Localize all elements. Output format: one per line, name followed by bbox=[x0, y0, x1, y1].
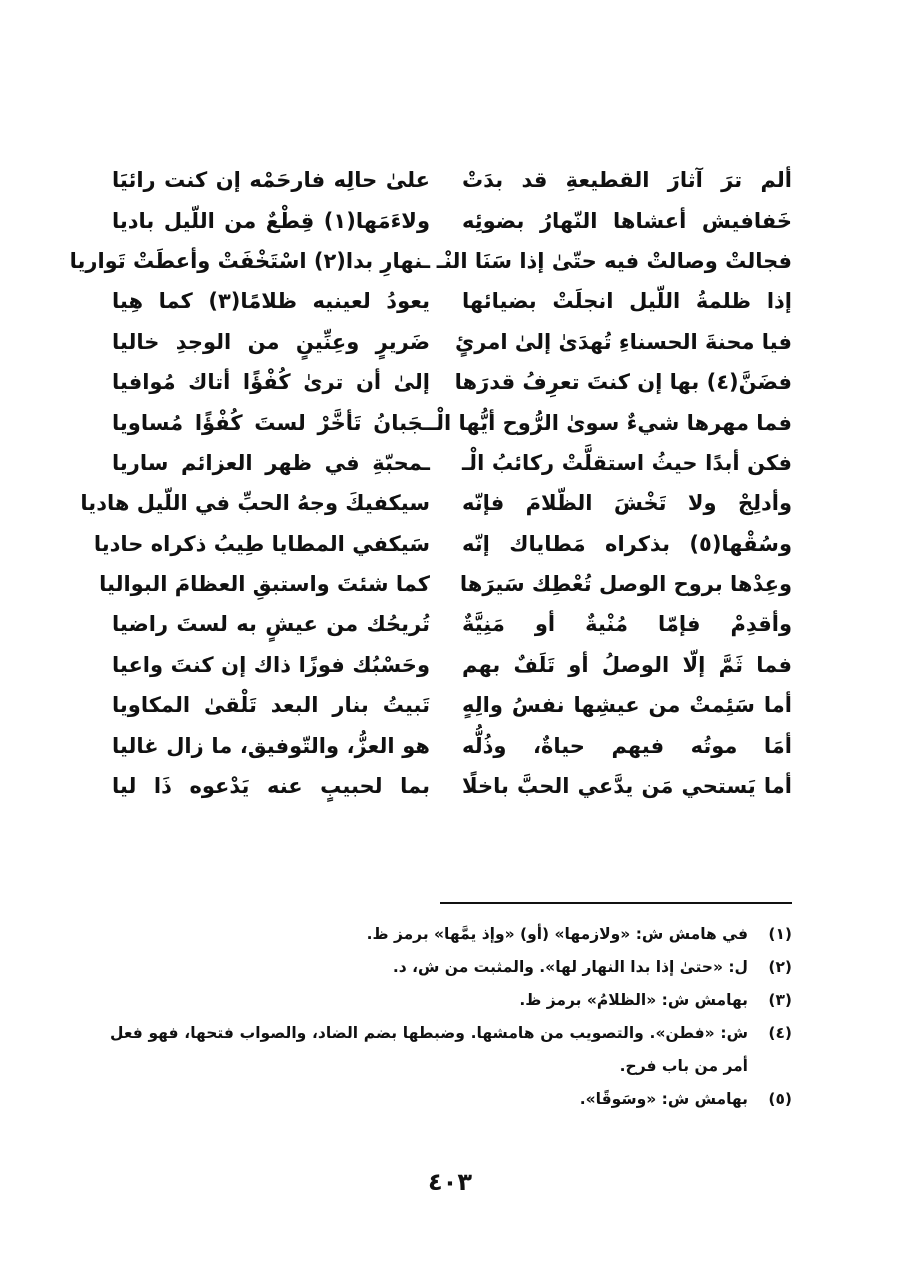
first-hemistich: فما ثَمَّ إلّا الوصلُ أو تَلَفٌ بهم bbox=[462, 652, 792, 677]
verse-line bbox=[112, 160, 792, 200]
verse-line bbox=[69, 241, 792, 281]
second-hemistich: علىٰ حالِه فارحَمْه إن كنت رائيَا bbox=[112, 168, 430, 193]
first-hemistich: وأقدِمْ فإمّا مُنْيةٌ أو مَنِيَّةٌ bbox=[462, 612, 792, 637]
first-hemistich: أمَا موتُه فيهم حياةٌ، وذُلُّه bbox=[462, 733, 792, 758]
second-hemistich: سَيكفي المطايا طِيبُ ذكراه حاديا bbox=[93, 531, 430, 556]
footnote bbox=[110, 951, 792, 984]
footnote-number: (٤) bbox=[768, 1024, 792, 1042]
first-hemistich: فضَنَّ(٤) بها إن كنتَ تعرِفُ قدرَها bbox=[454, 370, 792, 395]
verse-line bbox=[112, 402, 792, 442]
second-hemistich: تُريحُك من عيشٍ به لستَ راضيا bbox=[112, 612, 430, 637]
footnote-text: ل: «حتىٰ إذا بدا النهار لها». والمثبت من ش، د. bbox=[392, 958, 748, 976]
footnote-number: (٢) bbox=[768, 958, 792, 976]
verse-line bbox=[112, 766, 792, 806]
footnote-text: بهامش ش: «الظلامُ» برمز ظ. bbox=[519, 991, 748, 1009]
second-hemistich: وحَسْبُك فوزًا ذاك إن كنتَ واعيا bbox=[112, 652, 430, 677]
footnotes bbox=[110, 918, 792, 1116]
second-hemistich: ولاءَمَها(١) قِطْعٌ من اللّيل باديا bbox=[112, 208, 430, 233]
verse-line bbox=[112, 685, 792, 725]
first-hemistich: ألم ترَ آثارَ القطيعةِ قد بدَتْ bbox=[462, 168, 792, 193]
second-hemistich: يعودُ لعينيه ظلامًا(٣) كما هِيا bbox=[112, 289, 430, 314]
verse-line bbox=[112, 281, 792, 321]
first-hemistich: وأدلِجْ ولا تَخْشَ الظّلامَ فإنّه bbox=[462, 491, 792, 516]
footnote-text: ش: «فطن». والتصويب من هامشها. وضبطها بضم الضاد، والصواب فتحها، فهو فعل أمر من باب فرح. bbox=[110, 1024, 748, 1075]
first-hemistich: خَفافيش أعشاها النّهارُ بضوئِه bbox=[462, 208, 792, 233]
second-hemistich: سيكفيكَ وجهُ الحبِّ في اللّيل هاديا bbox=[80, 491, 430, 516]
poem bbox=[69, 160, 792, 806]
verse-line bbox=[112, 725, 792, 765]
first-hemistich: وعِدْها بروح الوصل تُعْطِك سَيرَها bbox=[459, 572, 792, 597]
verse-line bbox=[93, 524, 792, 564]
verse-line bbox=[80, 483, 792, 523]
footnote-number: (٣) bbox=[768, 991, 792, 1009]
footnote bbox=[110, 984, 792, 1017]
second-hemistich: ضَريرٍ وعِنِّينٍ من الوجدِ خاليا bbox=[112, 329, 430, 354]
verse-line bbox=[112, 604, 792, 644]
footnote-number: (٥) bbox=[768, 1090, 792, 1108]
second-hemistich: تَبيتُ بنار البعد تَلْقىٰ المكاويا bbox=[112, 693, 430, 718]
verse-line bbox=[112, 645, 792, 685]
first-hemistich: فما مهرها شيءٌ سوىٰ الرُّوح أيُّها الْـ bbox=[428, 410, 792, 435]
footnote-text: بهامش ش: «وسَوقًا». bbox=[579, 1090, 748, 1108]
second-hemistich: ـمحبّةِ في ظهر العزائم ساريا bbox=[112, 450, 430, 475]
verse-line bbox=[112, 322, 792, 362]
first-hemistich: وسُقْها(٥) بذكراه مَطاياك إنّه bbox=[462, 531, 792, 556]
second-hemistich: كما شئتَ واستبقِ العظامَ البواليا bbox=[99, 572, 430, 597]
footnote-number: (١) bbox=[768, 925, 792, 943]
first-hemistich: فكن أبدًا حيثُ استقلَّتْ ركائبُ الْـ bbox=[462, 450, 792, 475]
footnote bbox=[110, 918, 792, 951]
verse-line bbox=[112, 362, 792, 402]
first-hemistich: إذا ظلمةُ اللّيل انجلَتْ بضيائها bbox=[462, 289, 792, 314]
verse-line bbox=[112, 443, 792, 483]
second-hemistich: هو العزُّ، والتّوفيق، ما زال غاليا bbox=[112, 733, 430, 758]
first-hemistich: فجالتْ وصالتْ فيه حتّىٰ إذا سَنَا النْـ bbox=[436, 248, 792, 273]
first-hemistich: أما يَستحي مَن يدَّعي الحبَّ باخلًا bbox=[462, 774, 792, 799]
verse-line bbox=[112, 200, 792, 240]
first-hemistich: أما سَئِمتْ من عيشِها نفسُ والِهٍ bbox=[462, 693, 792, 718]
verse-line bbox=[99, 564, 792, 604]
first-hemistich: فيا محنةَ الحسناءِ تُهدَىٰ إلىٰ امرئٍ bbox=[455, 329, 792, 354]
second-hemistich: إلىٰ أن ترىٰ كُفْؤًا أتاك مُوافيا bbox=[112, 370, 430, 395]
second-hemistich: ـجَبانُ تَأخَّرْ لستَ كُفْؤًا مُساويا bbox=[112, 410, 430, 435]
footnote bbox=[110, 1017, 792, 1083]
page-number: ٤٠٣ bbox=[428, 1168, 472, 1196]
footnote bbox=[110, 1083, 792, 1116]
second-hemistich: بما لحبيبٍ عنه يَدْعوه ذَا ليا bbox=[112, 774, 430, 799]
footnote-text: في هامش ش: «ولازمها» (أو) «وإذ يمَّها» برمز ظ. bbox=[366, 925, 748, 943]
footnote-separator bbox=[440, 902, 792, 904]
second-hemistich: ـنهارِ بدا(٢) اسْتَخْفَتْ وأعطَتْ تَواريا bbox=[69, 248, 430, 273]
